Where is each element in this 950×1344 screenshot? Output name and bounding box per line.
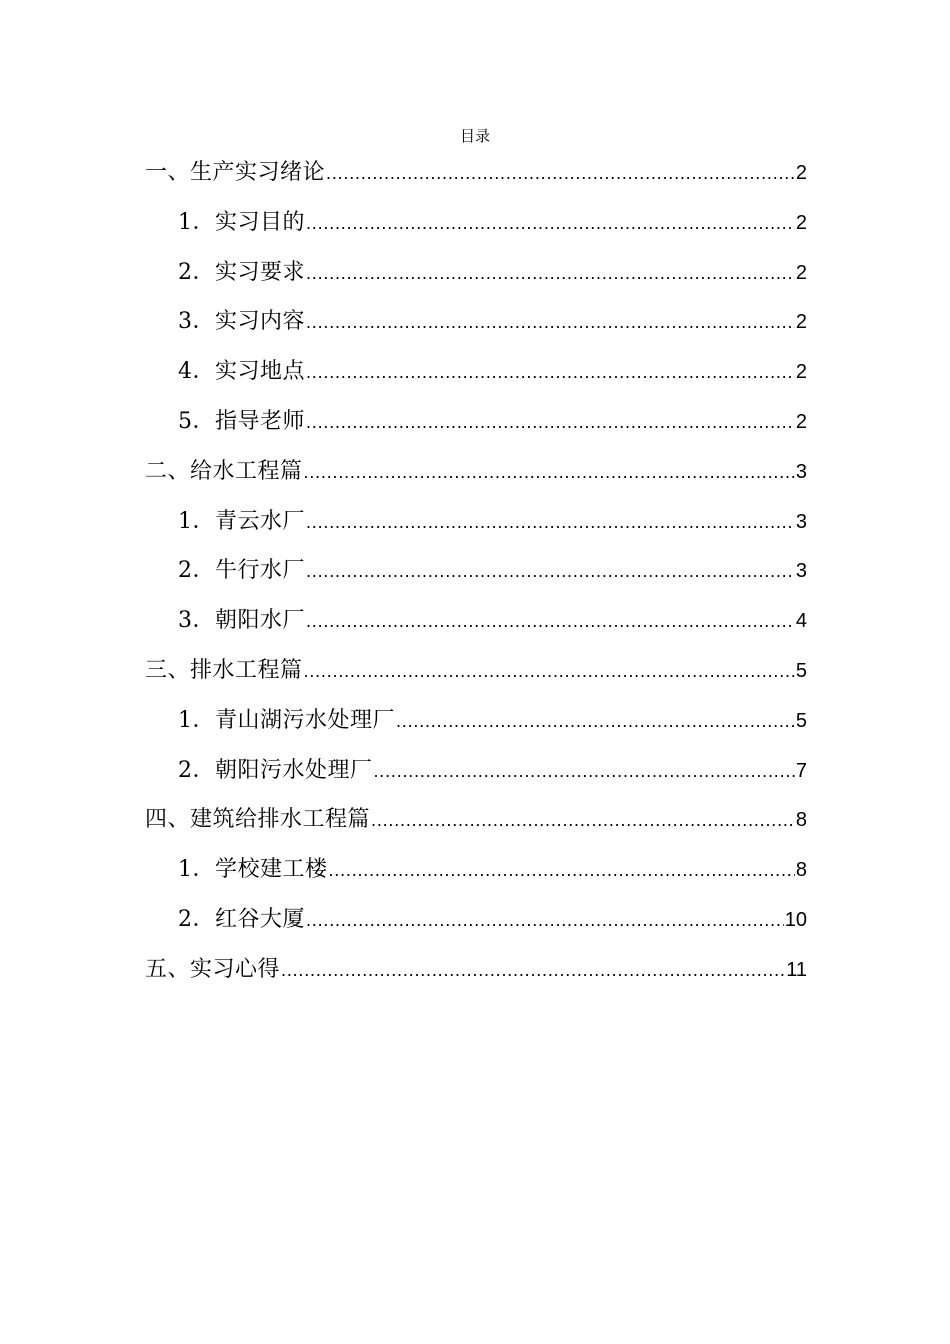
toc-entry-page: 2 xyxy=(795,410,807,433)
toc-entry[interactable] xyxy=(145,601,807,651)
toc-leader-dots xyxy=(281,950,785,990)
toc-entry-label: 2．牛行水厂 xyxy=(178,558,305,584)
toc-entry-page: 5 xyxy=(795,709,807,732)
toc-leader-dots xyxy=(306,352,795,392)
toc-entry-page: 11 xyxy=(786,958,807,981)
toc-entry[interactable] xyxy=(145,402,807,452)
toc-entry[interactable] xyxy=(145,701,807,751)
toc-entry-page: 2 xyxy=(795,162,807,184)
toc-entry-page: 2 xyxy=(795,261,807,284)
toc-entry-page: 2 xyxy=(795,361,807,384)
toc-entry[interactable] xyxy=(145,502,807,552)
toc-entry-page: 4 xyxy=(795,610,807,633)
toc-leader-dots xyxy=(304,452,795,492)
toc-entry-label: 2．红谷大厦 xyxy=(178,906,305,932)
toc-entry[interactable] xyxy=(145,352,807,402)
toc-entry-label: 2．朝阳污水处理厂 xyxy=(178,757,373,783)
toc-entry-label: 2．实习要求 xyxy=(178,259,305,285)
toc-entry-page: 7 xyxy=(795,759,807,782)
toc-entry[interactable] xyxy=(145,253,807,303)
toc-leader-dots xyxy=(306,551,795,591)
toc-entry-page: 2 xyxy=(795,311,807,334)
toc-entry-page: 5 xyxy=(795,659,807,682)
toc-leader-dots xyxy=(306,402,795,442)
toc-leader-dots xyxy=(374,751,795,791)
toc-entry-label: 1．青山湖污水处理厂 xyxy=(178,707,395,733)
toc-entry-label: 5．指导老师 xyxy=(178,408,305,434)
toc-entry-label: 四、建筑给排水工程篇 xyxy=(145,807,371,833)
toc-leader-dots xyxy=(306,900,784,940)
toc-leader-dots xyxy=(306,253,795,293)
toc-entry-label: 二、给水工程篇 xyxy=(145,458,303,484)
toc-entry[interactable] xyxy=(145,452,807,502)
toc-entry[interactable] xyxy=(145,900,807,950)
toc-entry-label: 3．朝阳水厂 xyxy=(178,608,305,634)
toc-entry[interactable] xyxy=(145,203,807,253)
toc-entry[interactable] xyxy=(145,950,807,1000)
toc-entry[interactable] xyxy=(145,302,807,352)
toc-entry-label: 3．实习内容 xyxy=(178,309,305,335)
toc-entry-page: 3 xyxy=(795,460,807,483)
toc-entry-label: 1．青云水厂 xyxy=(178,508,305,534)
toc-entry-page: 8 xyxy=(795,809,807,832)
toc-entry[interactable] xyxy=(145,850,807,900)
toc-leader-dots xyxy=(326,153,795,193)
toc-leader-dots xyxy=(304,651,795,691)
toc-leader-dots xyxy=(371,800,795,840)
toc-entry[interactable] xyxy=(145,651,807,701)
toc-entry-page: 3 xyxy=(795,560,807,583)
toc-entry-page: 3 xyxy=(795,510,807,533)
toc-entry[interactable] xyxy=(145,153,807,203)
table-of-contents xyxy=(145,153,807,1000)
toc-entry-label: 1．实习目的 xyxy=(178,209,305,235)
toc-entry-label: 1．学校建工楼 xyxy=(178,857,328,883)
toc-entry-label: 三、排水工程篇 xyxy=(145,657,303,683)
toc-entry[interactable] xyxy=(145,551,807,601)
toc-entry-page: 8 xyxy=(795,859,807,882)
toc-leader-dots xyxy=(329,850,795,890)
toc-leader-dots xyxy=(306,302,795,342)
toc-leader-dots xyxy=(306,203,795,243)
toc-leader-dots xyxy=(306,502,795,542)
toc-entry-page: 10 xyxy=(784,908,807,931)
toc-entry-label: 4．实习地点 xyxy=(178,359,305,385)
toc-entry[interactable] xyxy=(145,800,807,850)
toc-entry[interactable] xyxy=(145,751,807,801)
toc-title: 目录 xyxy=(459,127,490,145)
toc-entry-label: 一、生产实习绪论 xyxy=(145,160,326,185)
toc-leader-dots xyxy=(396,701,795,741)
toc-entry-label: 五、实习心得 xyxy=(145,956,281,982)
toc-leader-dots xyxy=(306,601,795,641)
toc-entry-page: 2 xyxy=(795,211,807,234)
